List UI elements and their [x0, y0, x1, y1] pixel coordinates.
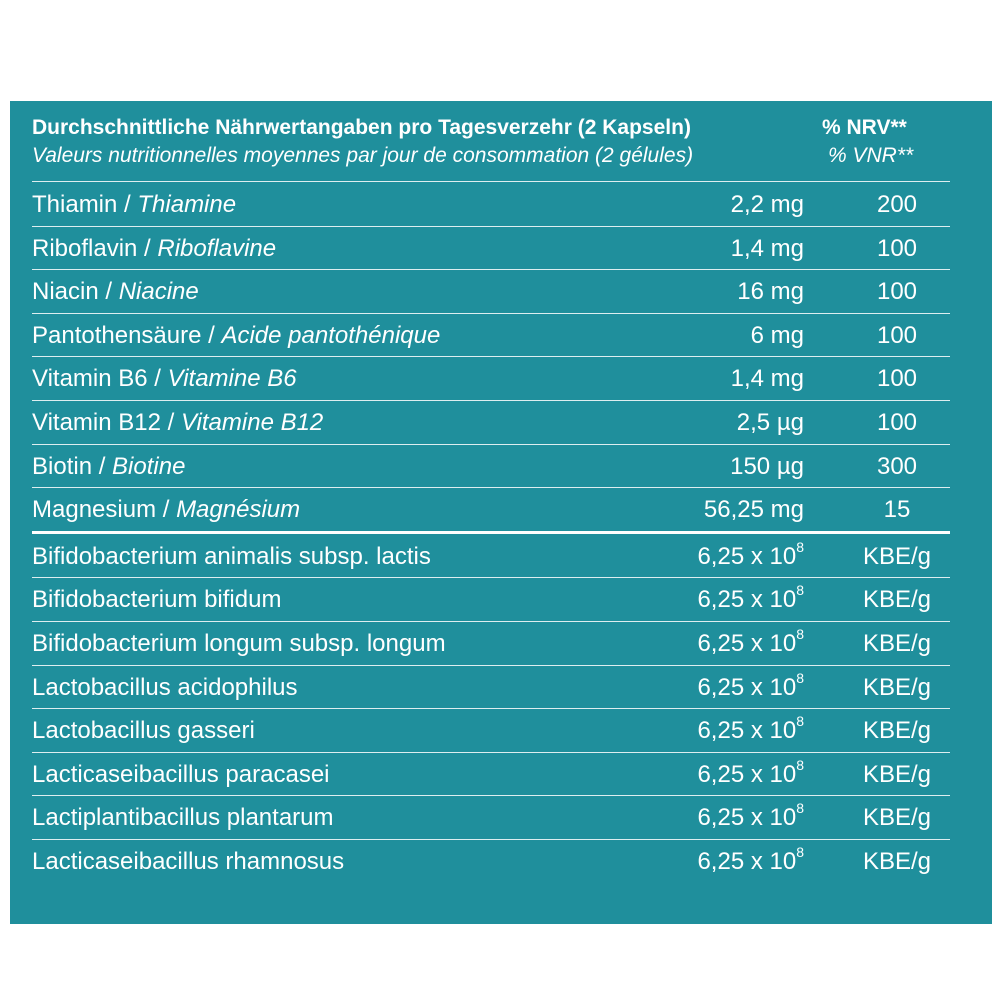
strain-name: Lacticaseibacillus rhamnosus	[32, 848, 345, 875]
nutrient-name: Riboflavin / Riboflavine	[32, 234, 277, 262]
nutrient-nrv: 100	[876, 409, 918, 436]
table-row	[32, 227, 950, 271]
nutrient-name: Biotin / Biotine	[32, 452, 186, 480]
nutrient-nrv: 100	[876, 365, 918, 393]
strain-amount: 6,25 x $10^8$	[697, 844, 804, 875]
amount-exponent: 8	[796, 800, 804, 817]
strain-amount: 6,25 x $10^8$	[697, 669, 804, 701]
row-divider	[32, 181, 950, 182]
header-nrv-de: % NRV**	[822, 116, 907, 139]
nutrient-nrv: 100	[876, 278, 918, 306]
nutrient-nrv: 300	[876, 452, 918, 480]
strain-name: Bifidobacterium longum subsp. longum	[32, 630, 446, 657]
nutrient-amount: 56,25 mg	[703, 496, 804, 524]
amount-exponent: 8	[796, 626, 804, 642]
table-row	[32, 401, 950, 445]
amount-exponent: 8	[796, 582, 804, 599]
nutrient-amount: 16 mg	[737, 278, 804, 306]
strain-name: Lacticaseibacillus paracasei	[32, 760, 330, 788]
strain-name: Bifidobacterium animalis subsp. lactis	[32, 542, 431, 570]
amount-exponent: 8	[796, 844, 804, 860]
strain-unit: KBE/g	[862, 630, 932, 657]
table-row	[32, 796, 950, 840]
nutrient-name-fr: Acide pantothénique	[221, 321, 441, 349]
table-row	[32, 535, 950, 579]
table-row	[32, 753, 950, 797]
nutrient-name-fr: Vitamine B12	[180, 409, 324, 436]
nutrient-name: Thiamin / Thiamine	[32, 191, 237, 218]
nutrient-name: Pantothensäure / Acide pantothénique	[32, 321, 441, 349]
table-row	[32, 709, 950, 753]
strain-unit: KBE/g	[862, 542, 932, 570]
table-row	[32, 445, 950, 489]
strain-name: Lactobacillus acidophilus	[32, 673, 298, 701]
strain-amount: 6,25 x $10^8$	[697, 713, 804, 745]
strain-amount: 6,25 x $10^8$	[697, 800, 804, 832]
header-nrv-fr: % VNR**	[828, 144, 914, 167]
nutrition-table	[10, 101, 992, 924]
nutrient-nrv: 200	[876, 191, 918, 218]
header-title-de: Durchschnittliche Nährwertangaben pro Tagesverzehr (2 Kapseln)	[32, 116, 691, 139]
strain-amount: 6,25 x $10^8$	[697, 538, 804, 570]
nutrient-name-fr: Niacine	[118, 278, 199, 306]
section-divider	[32, 531, 950, 534]
nutrient-nrv: 15	[883, 496, 911, 524]
strain-name: Lactiplantibacillus plantarum	[32, 804, 334, 832]
nutrient-name-fr: Vitamine B6	[167, 365, 297, 393]
nutrient-nrv: 100	[876, 321, 918, 349]
nutrient-amount: 150 µg	[730, 452, 804, 480]
nutrient-amount: 2,2 mg	[730, 191, 804, 218]
strain-unit: KBE/g	[862, 586, 932, 614]
amount-exponent: 8	[796, 538, 804, 555]
nutrient-amount: 1,4 mg	[730, 365, 804, 393]
nutrient-name: Niacin / Niacine	[32, 278, 199, 306]
table-row	[32, 314, 950, 358]
table-row	[32, 666, 950, 710]
table-row	[32, 488, 950, 532]
nutrient-nrv: 100	[876, 234, 918, 262]
strain-name: Lactobacillus gasseri	[32, 717, 255, 745]
table-row	[32, 270, 950, 314]
strain-amount: 6,25 x $10^8$	[697, 626, 804, 657]
amount-exponent: 8	[796, 669, 804, 686]
table-row	[32, 622, 950, 666]
nutrient-amount: 2,5 µg	[736, 409, 804, 436]
header-title-fr: Valeurs nutritionnelles moyennes par jour de consommation (2 gélules)	[32, 144, 694, 167]
strain-unit: KBE/g	[862, 673, 932, 701]
nutrient-amount: 6 mg	[750, 321, 804, 349]
strain-unit: KBE/g	[862, 804, 932, 832]
table-row	[32, 357, 950, 401]
strain-amount: 6,25 x $10^8$	[697, 582, 804, 614]
nutrient-amount: 1,4 mg	[730, 234, 804, 262]
nutrient-name-fr: Riboflavine	[157, 234, 277, 262]
amount-exponent: 8	[796, 713, 804, 730]
nutrient-name-fr: Thiamine	[137, 191, 237, 218]
table-row	[32, 183, 950, 227]
nutrient-name: Vitamin B6 / Vitamine B6	[32, 365, 297, 393]
table-row	[32, 578, 950, 622]
amount-exponent: 8	[796, 756, 804, 773]
strain-unit: KBE/g	[862, 760, 932, 788]
table-header	[32, 116, 947, 180]
nutrient-name-fr: Biotine	[112, 452, 186, 480]
strain-name: Bifidobacterium bifidum	[32, 586, 282, 614]
strain-unit: KBE/g	[862, 717, 932, 745]
strain-amount: 6,25 x $10^8$	[697, 756, 804, 788]
table-row	[32, 840, 950, 884]
strain-unit: KBE/g	[862, 848, 932, 875]
nutrient-name: Vitamin B12 / Vitamine B12	[32, 409, 324, 436]
nutrient-name: Magnesium / Magnésium	[32, 496, 301, 524]
nutrient-name-fr: Magnésium	[176, 496, 301, 524]
